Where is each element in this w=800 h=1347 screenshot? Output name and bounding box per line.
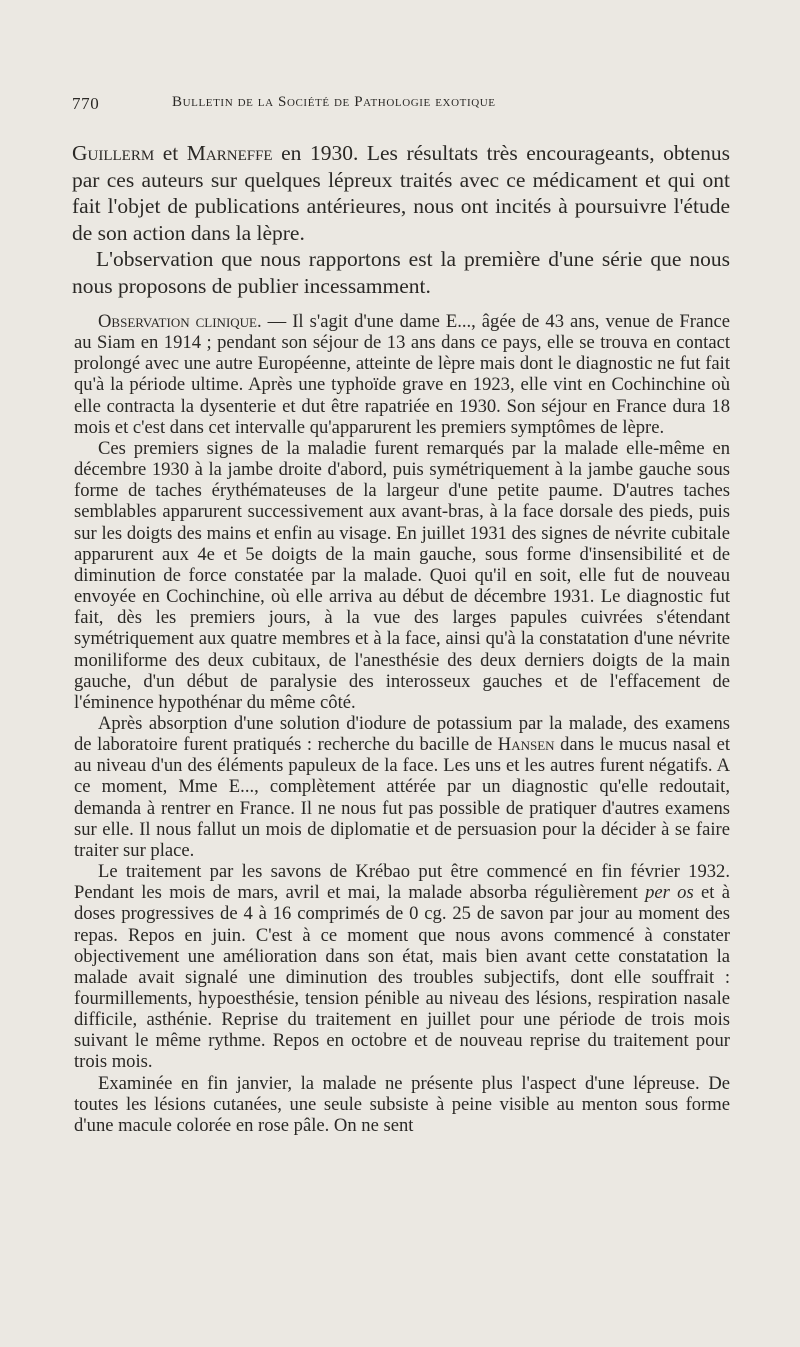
observation-paragraph-4: Le traitement par les savons de Krébao put être commencé en fin février 1932. Pendant les mois de mars, avril et mai, la malade absorba régulièrement per os et à doses progressives de 4 à 16 comprimés de 0 cg. 25 de savon par jour au moment des repas. Repos en juin. C'est à ce moment que nous avons commencé à constater objectivement une amélioration dans son état, mais bien avant cette constatation la malade avait signalé une diminution des troubles subjectifs, dont elle souffrait : fourmillements, hypoesthésie, tension pénible au niveau des lésions, respiration nasale difficile, asthénie. Reprise du traitement en juillet pour une période de trois mois suivant le même rythme. Repos en octobre et de nouveau reprise du traitement pour trois mois. <box>74 861 731 1073</box>
author-name: Marneffe <box>186 141 273 165</box>
observation-paragraph-5: Examinée en fin janvier, la malade ne présente plus l'aspect d'une lépreuse. De toutes les lésions cutanées, une seule subsiste à peine visible au menton sous forme d'une macule colorée en rose pâle. On ne sent <box>74 1072 730 1136</box>
intro-section <box>72 140 730 299</box>
observation-paragraph-2: Ces premiers signes de la maladie furent remarqués par la malade elle-même en décembre 1930 à la jambe droite d'abord, puis symétriquement à la jambe gauche sous forme de taches érythémateuses de la largeur d'une petite paume. D'autres taches semblables apparurent successivement aux avant-bras, à la face dorsale des pieds, puis sur les doigts des mains et enfin au visage. En juillet 1931 des signes de névrite cubitale apparurent aux 4e et 5e doigts de la main gauche, sous forme d'insensibilité et de diminution de force constatée par la malade. Quoi qu'il en soit, elle fut de nouveau envoyée en Cochinchine, où elle arriva au début de décembre 1931. Le diagnostic fut fait, dès les premiers jours, à la vue des larges papules cuivrées s'étendant symétriquement aux quatre membres et à la face, ainsi qu'à la constatation d'une névrite moniliforme des deux cubitaux, de l'anesthésie des deux derniers doigts de la main gauche, d'un début de paralysie des interosseux gauches et de l'effacement de l'éminence hypothénar du même côté. <box>74 437 730 713</box>
intro-paragraph-1: Guillerm et Marneffe en 1930. Les résultats très encourageants, obtenus par ces auteurs sur quelques lépreux traités avec ce médicament et qui ont fait l'objet de publications antérieures, nous ont incités à poursuivre l'étude de son action dans la lèpre. <box>72 141 730 245</box>
intro-paragraph-2: L'observation que nous rapportons est la première d'une série que nous nous proposons de publier incessamment. <box>72 247 730 298</box>
running-title: Bulletin de la Société de Pathologie exotique <box>172 94 496 110</box>
observation-heading: Observation clinique. <box>98 311 262 332</box>
latin-term: per os <box>645 882 694 904</box>
author-name: Guillerm <box>72 141 155 165</box>
page-number: 770 <box>72 94 100 113</box>
observation-section <box>74 311 730 1136</box>
person-name: Hansen <box>497 734 555 756</box>
observation-paragraph-1: Observation clinique. — Il s'agit d'une dame E..., âgée de 43 ans, venue de France au Siam en 1914 ; pendant son séjour de 13 ans dans ce pays, elle se trouva en contact prolongé avec une autre Européenne, atteinte de lèpre mais dont le diagnostic ne fut fait qu'à la période ultime. Après une typhoïde grave en 1923, elle vint en Cochinchine où elle contracta la dysenterie et dut être rapatriée en 1930. Son séjour en France dura 18 mois et c'est dans cet intervalle qu'apparurent les premiers symptômes de lèpre. <box>74 311 730 438</box>
observation-paragraph-3: Après absorption d'une solution d'iodure de potassium par la malade, des examens de laboratoire furent pratiqués : recherche du bacille de Hansen dans le mucus nasal et au niveau d'un des éléments papuleux de la face. Les uns et les autres furent négatifs. A ce moment, Mme E..., complètement attérée par un diagnostic qu'elle redoutait, demanda à rentrer en France. Il ne nous fut pas possible de pratiquer d'autres examens sur elle. Il nous fallut un mois de diplomatie et de persuasion pour la décider à se faire traiter sur place. <box>74 712 730 861</box>
